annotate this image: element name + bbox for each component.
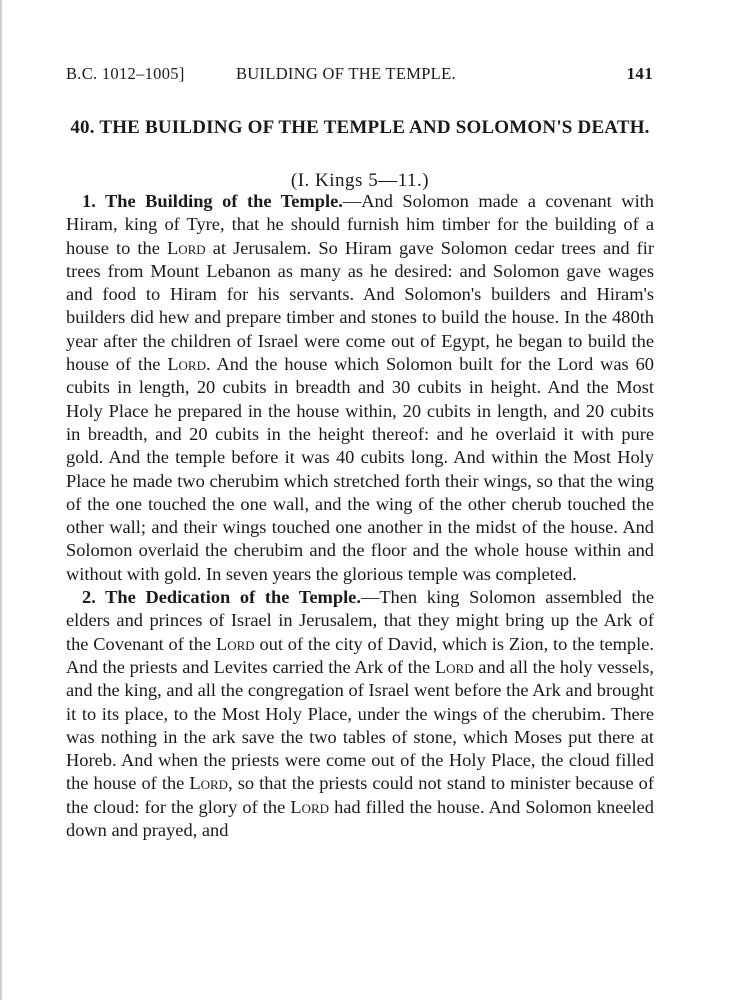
paragraph-dedication-of-temple: [66, 586, 654, 842]
paragraph-building-of-temple: [66, 190, 654, 586]
body-text: [66, 190, 654, 842]
running-head-title: BUILDING OF THE TEMPLE.: [236, 64, 456, 83]
paragraph-text: at Jerusalem. So Hiram gave Solomon cedar trees and fir trees from Mount Lebanon as many as he desired: and Solomon gave wages and food to Hiram for his servants. And Solomon's builders and Hiram's builders did hew and prepare timber and stones to build the house. In the 480th year after the children of Israel were come out of Egypt, he began to build the house of the: [66, 237, 654, 375]
page-edge-shadow: [0, 0, 3, 1000]
section-title: [66, 116, 654, 139]
divine-name: Lord: [434, 656, 474, 677]
running-head: [66, 64, 653, 86]
section-number: 40.: [70, 117, 95, 138]
paragraph-text: —And Solomon made a covenant with Hiram, king of Tyre, that he should furnish him timber for the building of a house to the: [66, 191, 654, 258]
running-head-date-range: B.C. 1012–1005]: [66, 64, 185, 83]
paragraph-heading: 2. The Dedication of the Temple.: [82, 587, 361, 608]
page-number: 141: [626, 64, 653, 83]
divine-name: Lord: [167, 354, 206, 375]
divine-name: Lord: [215, 633, 255, 654]
paragraph-text: —Then king Solomon assembled the elders and princes of Israel in Jerusalem, that they might bring up the Ark of the Covenant of the: [66, 587, 654, 654]
section-title-text: THE BUILDING OF THE TEMPLE AND SOLOMON'S DEATH.: [99, 117, 650, 138]
divine-name: Lord: [166, 237, 206, 258]
scripture-reference: (I. Kings 5—11.): [290, 170, 430, 191]
paragraph-text: , so that the priests could not stand to minister because of the cloud: for the glory of the: [66, 773, 654, 817]
divine-name: Lord: [290, 796, 330, 817]
paragraph-heading: 1. The Building of the Temple.: [82, 191, 343, 211]
paragraph-text: had filled the house. And Solomon kneeled down and prayed, and: [66, 796, 654, 841]
divine-name: Lord: [189, 773, 229, 794]
paragraph-text: . And the house which Solomon built for the Lord was 60 cubits in length, 20 cubits in breadth and 30 cubits in height. And the Most Holy Place he prepared in the house within, 20 cubits in length, and 20 cubits in breadth, and 20 cubits in the height thereof: and he overlaid it with pure gold. And the temple before it was 40 cubits long. And within the Most Holy Place he made two cherubim which stretched forth their wings, so that the wing of the one touched the one wall, and the wing of the other cherub touched the other wall; and their wings touched one another in the midst of the house. And Solomon overlaid the cherubim and the floor and the whole house within and without with gold. In seven years the glorious temple was completed.: [66, 354, 654, 584]
paragraph-text: and all the holy vessels, and the king, and all the congregation of Israel went before the Ark and brought it to its place, to the Most Holy Place, under the wings of the cherubim. There was nothing in the ark save the two tables of stone, which Moses put there at Horeb. And when the priests were come out of the Holy Place, the cloud filled the house of the: [66, 656, 654, 794]
paragraph-text: out of the city of David, which is Zion, to the temple. And the priests and Levites carried the Ark of the: [66, 633, 654, 677]
